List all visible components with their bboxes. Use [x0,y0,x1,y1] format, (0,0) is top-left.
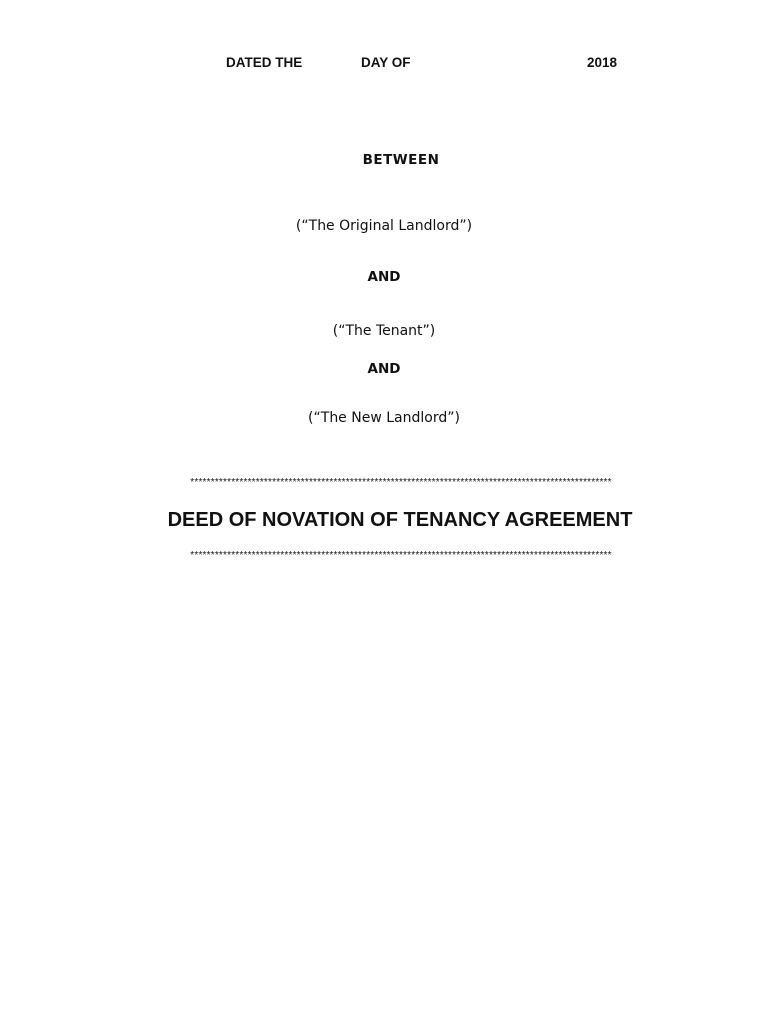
asterisk-divider-top: ******************************************************************************************************* [190,477,612,488]
original-landlord-label: (“The Original Landlord”) [295,218,473,234]
tenant-label: (“The Tenant”) [332,323,436,339]
day-of-label: DAY OF [361,55,411,70]
between-heading: BETWEEN [362,152,440,168]
dated-the-label: DATED THE [226,55,303,70]
and-separator-1: AND [367,269,401,285]
asterisk-divider-bottom: ******************************************************************************************************* [190,550,612,561]
new-landlord-label: (“The New Landlord”) [308,410,460,426]
deed-title: DEED OF NOVATION OF TENANCY AGREEMENT [167,509,633,531]
year-label: 2018 [587,55,618,70]
and-separator-2: AND [367,361,401,377]
